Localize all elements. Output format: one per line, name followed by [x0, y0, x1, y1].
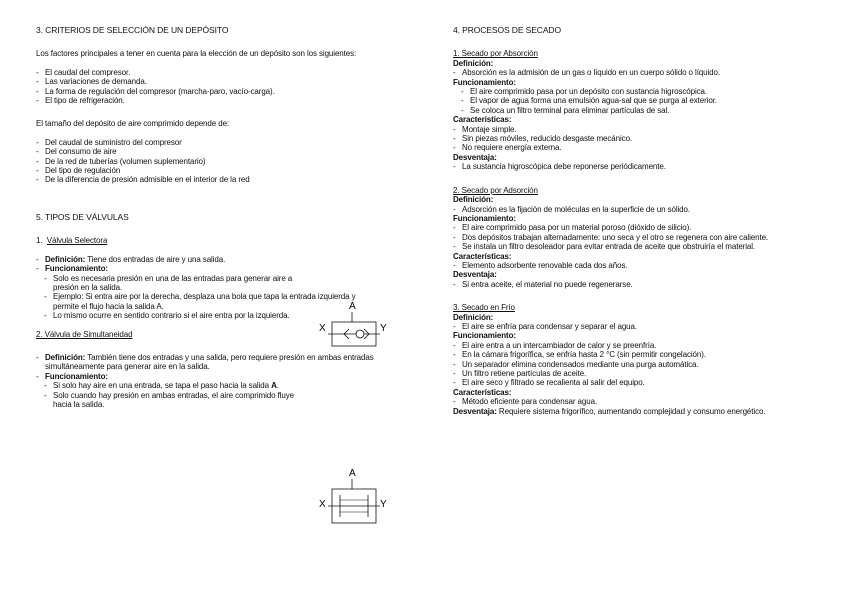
cold-func-list — [453, 341, 825, 388]
cold-def-label: Definición: — [453, 312, 494, 322]
list-item: - No requiere energía externa. — [453, 143, 825, 152]
list-item: - Se instala un filtro desoleador para evitar entrada de aceite que obstruiría el material. — [453, 242, 825, 251]
absorption-def-list — [453, 68, 825, 77]
adsorption-car-label: Características: — [453, 251, 512, 261]
diagram-label-y: Y — [380, 323, 387, 334]
selector-functioning-label: - Funcionamiento: — [36, 264, 291, 273]
list-item: - Elemento adsorbente renovable cada dos años. — [453, 261, 825, 270]
tank-size-paragraph: El tamaño del depósito de aire comprimido depende de: — [36, 119, 230, 129]
cold-disadvantage: Desventaja: Requiere sistema frigorífico, aumentando complejidad y consumo energético. — [453, 406, 766, 416]
list-item: - Solo cuando hay presión en ambas entradas, el aire comprimido fluye hacia la salida. — [36, 391, 311, 410]
selector-valve-text — [36, 255, 291, 274]
diagram-label-y: Y — [380, 499, 387, 510]
simultaneity-functioning-label: - Funcionamiento: — [36, 372, 406, 381]
section-5-title: 5. TIPOS DE VÁLVULAS — [36, 211, 129, 222]
absorption-heading: 1. Secado por Absorción — [453, 49, 538, 59]
adsorption-des-label: Desventaja: — [453, 270, 497, 280]
right-column — [453, 26, 825, 416]
list-item: - La sustancia higroscópica debe reponerse periódicamente. — [453, 162, 825, 171]
diagram-label-a: A — [349, 301, 356, 312]
absorption-des-label: Desventaja: — [453, 152, 497, 162]
compressor-factors-list — [36, 68, 406, 106]
list-item: - Del tipo de regulación — [36, 166, 406, 175]
adsorption-func-list — [453, 223, 825, 251]
list-item: - Sin piezas móviles, reducido desgaste mecánico. — [453, 134, 825, 143]
absorption-func-list — [453, 87, 825, 115]
adsorption-des-list — [453, 280, 825, 289]
list-item: - El vapor de agua forma una emulsión agua-sal que se purga al exterior. — [453, 96, 825, 105]
list-item: - Montaje simple. — [453, 125, 825, 134]
ball-icon — [356, 330, 364, 338]
cold-func-label: Funcionamiento: — [453, 331, 516, 341]
tank-size-list — [36, 138, 406, 185]
list-item: - Un filtro retiene partículas de aceite. — [453, 369, 825, 378]
list-item: - Si solo hay aire en una entrada, se tapa el paso hacia la salida A. — [36, 381, 311, 390]
cold-drying-heading: 3. Secado en Frío — [453, 303, 515, 313]
list-item: - En la cámara frigorífica, se enfría hasta 2 °C (sin permitir congelación). — [453, 350, 825, 359]
selector-functioning-list — [36, 274, 356, 321]
cold-def-list — [453, 322, 825, 331]
adsorption-heading: 2. Secado por Adsorción — [453, 185, 538, 195]
list-item: - Si entra aceite, el material no puede regenerarse. — [453, 280, 825, 289]
list-item: - El caudal del compresor. — [36, 68, 406, 77]
selector-definition: - Definición: Tiene dos entradas de aire y una salida. — [36, 255, 291, 264]
section-3-intro: Los factores principales a tener en cuenta para la elección de un depósito son los siguientes: — [36, 49, 357, 59]
list-item: - El aire comprimido pasa por un material poroso (dióxido de silicio). — [453, 223, 825, 232]
selector-valve-title: Válvula Selectora — [46, 236, 108, 246]
adsorption-def-label: Definición: — [453, 195, 494, 205]
list-item: - Del consumo de aire — [36, 147, 406, 156]
list-item: - El aire seco y filtrado se recalienta al salir del equipo. — [453, 378, 825, 387]
simultaneity-valve-title: 2. Válvula de Simultaneidad — [36, 329, 133, 339]
simultaneity-functioning-list — [36, 381, 311, 409]
list-item: - Las variaciones de demanda. — [36, 77, 406, 86]
simultaneity-definition: - Definición: También tiene dos entradas y una salida, pero requiere presión en ambas entradas simultáneamente para generar aire en la salida. — [36, 353, 406, 372]
absorption-def-label: Definición: — [453, 58, 494, 68]
list-item: - Lo mismo ocurre en sentido contrario si el aire entra por la izquierda. — [36, 311, 356, 320]
list-item: - Dos depósitos trabajan alternadamente: uno seca y el otro se regenera con aire caliente. — [453, 233, 825, 242]
list-item: - Método eficiente para condensar agua. — [453, 397, 825, 406]
list-item: - La forma de regulación del compresor (marcha-paro, vacío-carga). — [36, 87, 406, 96]
adsorption-def-list — [453, 205, 825, 214]
absorption-car-list — [453, 125, 825, 153]
list-item: - Absorción es la admisión de un gas o líquido en un cuerpo sólido o líquido. — [453, 68, 825, 77]
simultaneity-valve-diagram — [316, 465, 394, 535]
list-item: - El aire comprimido pasa por un depósito con sustancia higroscópica. — [453, 87, 825, 96]
selector-valve-number: 1. — [36, 236, 43, 246]
diagram-label-x: X — [319, 323, 326, 334]
absorption-func-label: Funcionamiento: — [453, 77, 516, 87]
selector-valve-heading — [36, 236, 406, 245]
absorption-des-list — [453, 162, 825, 171]
cold-car-label: Características: — [453, 387, 512, 397]
list-item: - Un separador elimina condensados mediante una purga automática. — [453, 360, 825, 369]
list-item: - De la diferencia de presión admisible en el interior de la red — [36, 175, 406, 184]
list-item: - Se coloca un filtro terminal para eliminar partículas de sal. — [453, 106, 825, 115]
absorption-car-label: Características: — [453, 115, 512, 125]
list-item: - De la red de tuberías (volumen suplementario) — [36, 157, 406, 166]
cold-car-list — [453, 397, 825, 406]
list-item: - El aire entra a un intercambiador de calor y se preenfría. — [453, 341, 825, 350]
list-item: - Ejemplo: Si entra aire por la derecha, desplaza una bola que tapa la entrada izquierda y permite el flujo hacia la salida A. — [36, 292, 356, 311]
selector-valve-diagram — [316, 298, 394, 360]
list-item: - Adsorción es la fijación de moléculas en la superficie de un sólido. — [453, 205, 825, 214]
list-item: - El tipo de refrigeración. — [36, 96, 406, 105]
list-item: - Solo es necesaria presión en una de las entradas para generar aire a presión en la salida. — [36, 274, 293, 293]
list-item: - Del caudal de suministro del compresor — [36, 138, 406, 147]
diagram-label-a: A — [349, 468, 356, 479]
section-4-title: 4. PROCESOS DE SECADO — [453, 25, 561, 35]
adsorption-car-list — [453, 261, 825, 270]
section-3-title: 3. CRITERIOS DE SELECCIÓN DE UN DEPÓSITO — [36, 25, 229, 35]
diagram-label-x: X — [319, 499, 326, 510]
list-item: - El aire se enfría para condensar y separar el agua. — [453, 322, 825, 331]
adsorption-func-label: Funcionamiento: — [453, 213, 516, 223]
